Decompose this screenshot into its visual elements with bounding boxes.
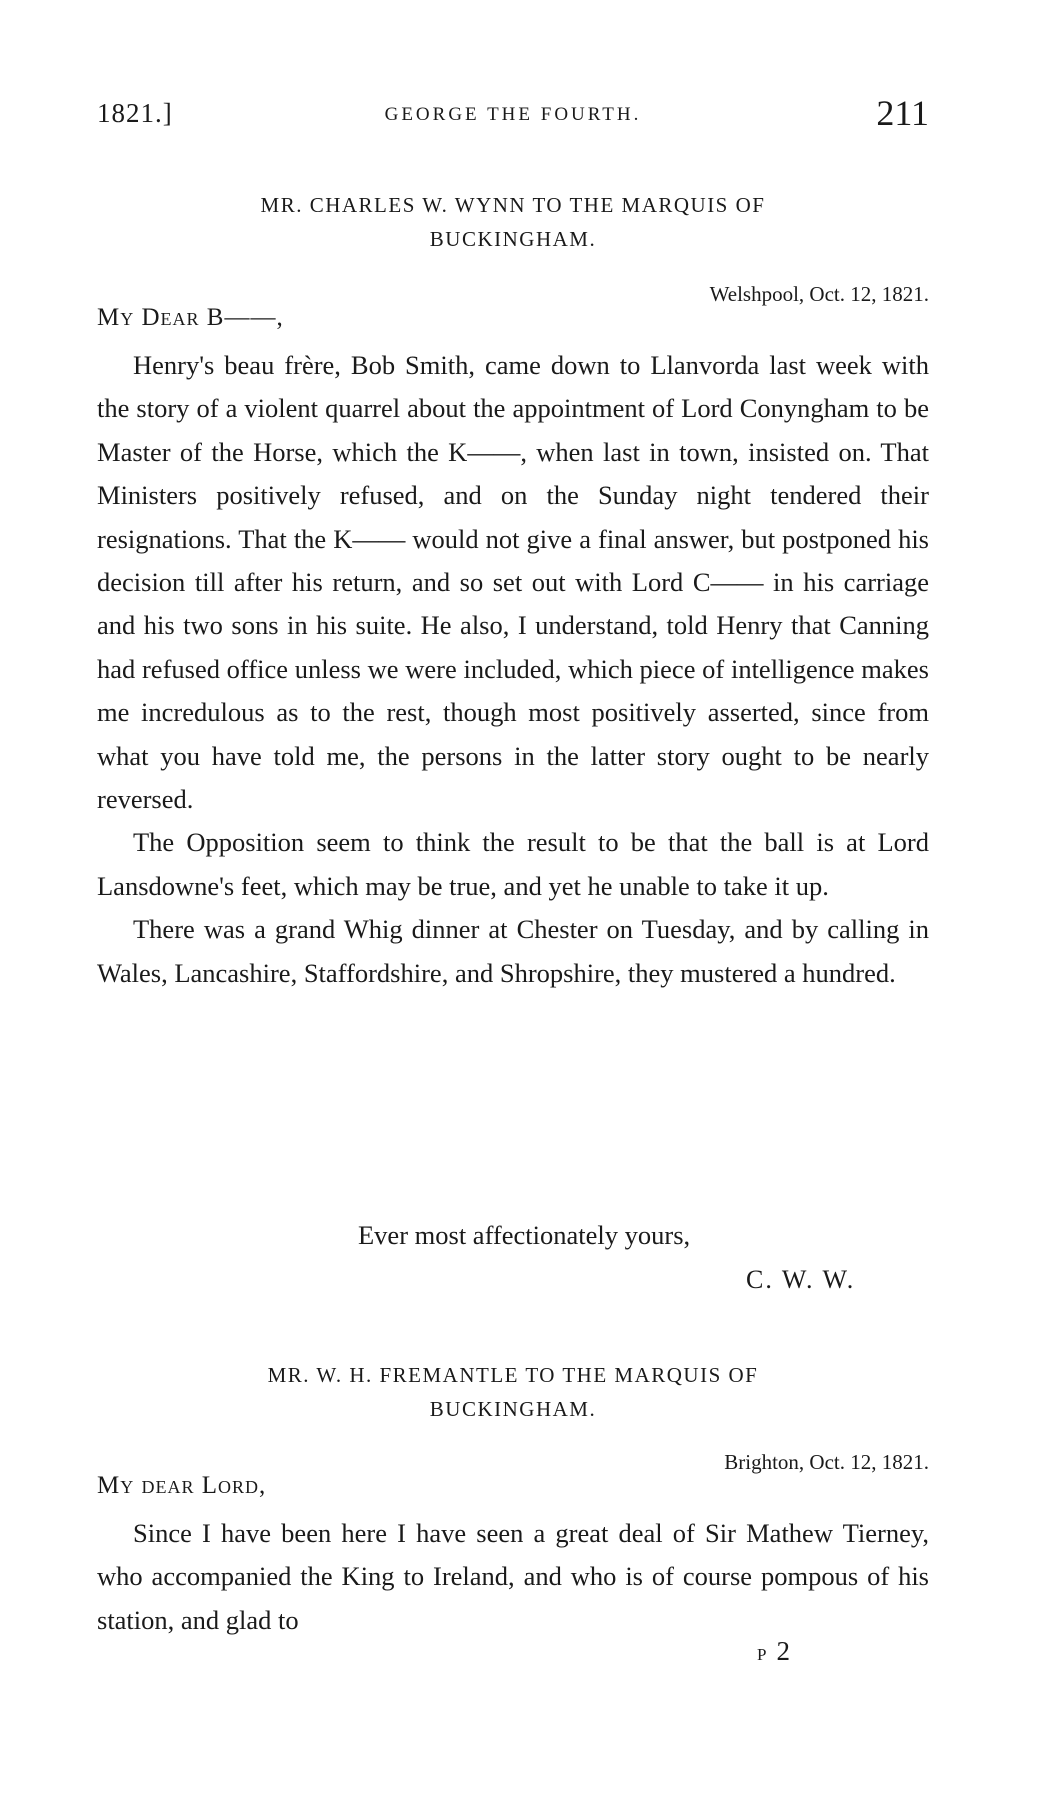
letter1-heading-line1: MR. CHARLES W. WYNN TO THE MARQUIS OF (260, 193, 766, 217)
letter1-body (97, 344, 929, 995)
letter2-heading (97, 1358, 929, 1426)
letter1-paragraph-2: The Opposition seem to think the result to be that the ball is at Lord Lansdowne's feet, which may be true, and yet he unable to take it up. (97, 827, 929, 901)
letter2-paragraph-1: Since I have been here I have seen a great deal of Sir Mathew Tierney, who accompanied the King to Ireland, and who is of course pompous of his station, and glad to (97, 1518, 929, 1635)
letter1-dateline: Welshpool, Oct. 12, 1821. (709, 282, 929, 306)
letter1-paragraph-3: There was a grand Whig dinner at Chester on Tuesday, and by calling in Wales, Lancashire, Staffordshire, and Shropshire, they mustered a hundred. (97, 914, 929, 988)
running-head-title: GEORGE THE FOURTH. (384, 104, 642, 125)
signature-mark-letter: p (757, 1640, 767, 1666)
letter1-closing: Ever most affectionately yours, (358, 1220, 691, 1250)
letter2-salutation: My dear Lord, (97, 1472, 267, 1499)
letter1-heading-line2: BUCKINGHAM. (429, 227, 597, 251)
letter1-signature: C. W. W. (746, 1265, 856, 1294)
letter1-heading (97, 188, 929, 256)
running-head-year: 1821.] (97, 98, 173, 128)
letter1-salutation: My Dear B——, (97, 304, 284, 331)
letter1-paragraph-1: Henry's beau frère, Bob Smith, came down to Llanvorda last week with the story of a violent quarrel about the appointment of Lord Conyngham to be Master of the Horse, which the K——, when last in town, insisted on. That Ministers positively refused, and on the Sunday night tendered their resignations. That the K—— would not give a final answer, but postponed his decision till after his return, and so set out with Lord C—— in his carriage and his two sons in his suite. He also, I understand, told Henry that Canning had refused office unless we were included, which piece of intelligence makes me incredulous as to the rest, though most positively asserted, since from what you have told me, the persons in the latter story ought to be nearly reversed. (97, 350, 929, 815)
letter2-dateline: Brighton, Oct. 12, 1821. (724, 1450, 929, 1474)
signature-mark (757, 1636, 790, 1667)
running-head (97, 93, 929, 138)
letter2-body (97, 1512, 929, 1642)
letter2-heading-line2: BUCKINGHAM. (429, 1397, 597, 1421)
signature-mark-number: 2 (776, 1636, 790, 1666)
page-number: 211 (876, 93, 929, 133)
letter2-heading-line1: MR. W. H. FREMANTLE TO THE MARQUIS OF (267, 1363, 759, 1387)
